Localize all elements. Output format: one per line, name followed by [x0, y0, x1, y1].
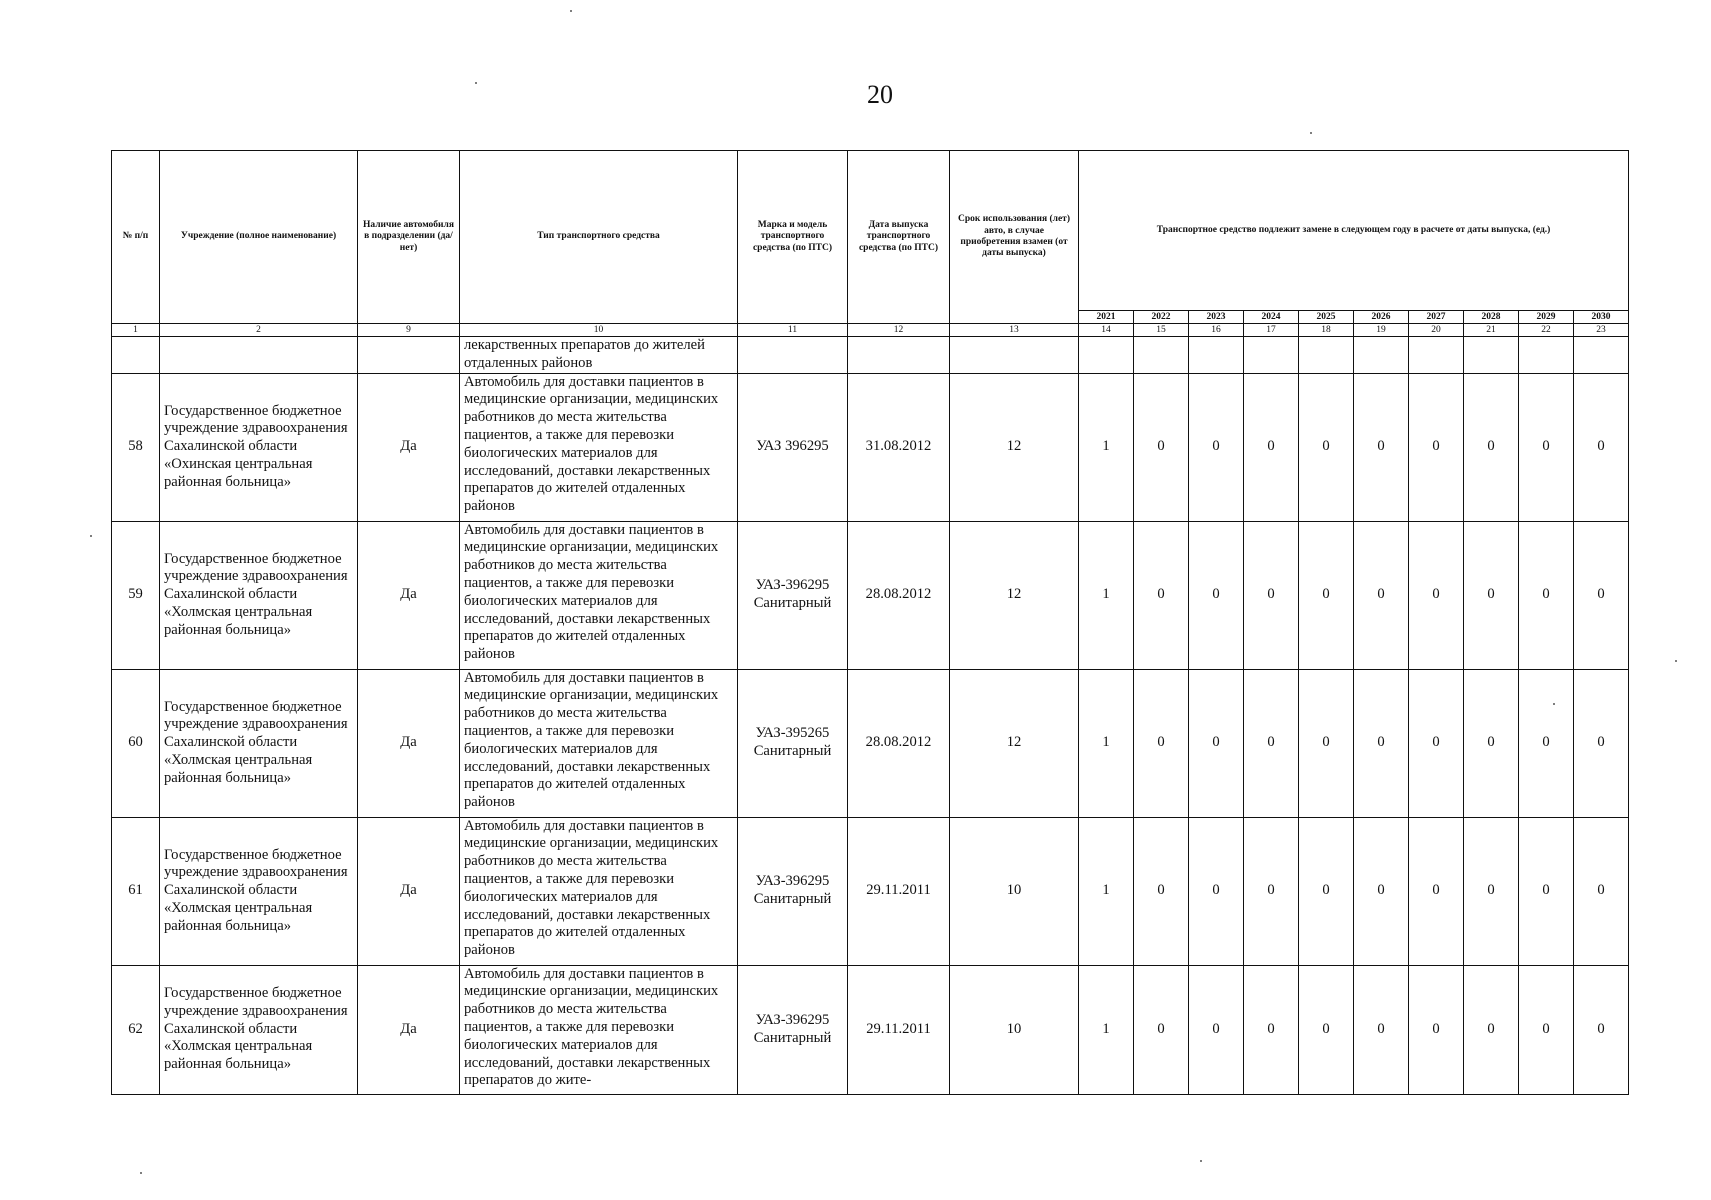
- column-number: 11: [738, 324, 848, 337]
- continuation-empty: [1409, 337, 1464, 374]
- year-header: 2021: [1079, 311, 1134, 324]
- header-type: Тип транспортного средства: [460, 151, 738, 324]
- available-cell: Да: [358, 965, 460, 1094]
- year-value-cell: 0: [1574, 521, 1629, 669]
- column-number: 9: [358, 324, 460, 337]
- row-number: 61: [112, 817, 160, 965]
- continuation-empty: [1244, 337, 1299, 374]
- year-value-cell: 0: [1519, 669, 1574, 817]
- year-value-cell: 0: [1299, 373, 1354, 521]
- year-header: 2029: [1519, 311, 1574, 324]
- brand-cell: УАЗ-395265 Санитарный: [738, 669, 848, 817]
- column-number: 10: [460, 324, 738, 337]
- year-value-cell: 0: [1189, 521, 1244, 669]
- release-date-cell: 28.08.2012: [848, 669, 950, 817]
- continuation-empty: [848, 337, 950, 374]
- available-cell: Да: [358, 373, 460, 521]
- year-value-cell: 0: [1189, 965, 1244, 1094]
- year-value-cell: 0: [1299, 965, 1354, 1094]
- year-value-cell: 0: [1189, 373, 1244, 521]
- year-value-cell: 0: [1519, 521, 1574, 669]
- year-header: 2022: [1134, 311, 1189, 324]
- continuation-empty: [1134, 337, 1189, 374]
- brand-cell: УАЗ-396295 Санитарный: [738, 965, 848, 1094]
- year-value-cell: 0: [1354, 373, 1409, 521]
- year-value-cell: 0: [1409, 817, 1464, 965]
- continuation-empty: [358, 337, 460, 374]
- year-value-cell: 0: [1464, 669, 1519, 817]
- year-value-cell: 0: [1464, 373, 1519, 521]
- available-cell: Да: [358, 669, 460, 817]
- header-date: Дата выпуска транспортного средства (по ПТС): [848, 151, 950, 324]
- year-header: 2024: [1244, 311, 1299, 324]
- year-value-cell: 0: [1574, 373, 1629, 521]
- year-value-cell: 0: [1574, 817, 1629, 965]
- vehicle-type-cell: Автомобиль для доставки пациентов в медицинские организации, медицинских работников до места жительства пациентов, а также для перевозки биологических материалов для исследований, доставки лекарственных препаратов до жите-: [460, 965, 738, 1094]
- header-institution: Учреждение (полное наименование): [160, 151, 358, 324]
- column-number: 14: [1079, 324, 1134, 337]
- year-header: 2027: [1409, 311, 1464, 324]
- year-value-cell: 0: [1299, 521, 1354, 669]
- column-number: 13: [950, 324, 1079, 337]
- available-cell: Да: [358, 817, 460, 965]
- continuation-empty: [1519, 337, 1574, 374]
- year-value-cell: 0: [1244, 521, 1299, 669]
- year-value-cell: 0: [1299, 817, 1354, 965]
- column-number: 15: [1134, 324, 1189, 337]
- year-value-cell: 0: [1519, 817, 1574, 965]
- year-value-cell: 0: [1464, 521, 1519, 669]
- brand-cell: УАЗ-396295 Санитарный: [738, 521, 848, 669]
- year-value-cell: 0: [1409, 965, 1464, 1094]
- year-value-cell: 0: [1134, 817, 1189, 965]
- year-value-cell: 1: [1079, 521, 1134, 669]
- year-value-cell: 0: [1244, 965, 1299, 1094]
- brand-cell: УАЗ-396295 Санитарный: [738, 817, 848, 965]
- column-number: 19: [1354, 324, 1409, 337]
- column-number: 1: [112, 324, 160, 337]
- year-value-cell: 1: [1079, 373, 1134, 521]
- year-value-cell: 0: [1464, 817, 1519, 965]
- column-number: 23: [1574, 324, 1629, 337]
- table-row: [112, 669, 1629, 817]
- release-date-cell: 29.11.2011: [848, 817, 950, 965]
- brand-cell: УАЗ 396295: [738, 373, 848, 521]
- continuation-empty: [1354, 337, 1409, 374]
- term-cell: 12: [950, 373, 1079, 521]
- term-cell: 12: [950, 669, 1079, 817]
- institution-cell: Государственное бюджетное учреждение здравоохранения Сахалинской области «Охинская центральная районная больница»: [160, 373, 358, 521]
- year-header: 2023: [1189, 311, 1244, 324]
- year-header: 2030: [1574, 311, 1629, 324]
- year-value-cell: 0: [1354, 669, 1409, 817]
- column-number: 2: [160, 324, 358, 337]
- vehicle-type-cell: Автомобиль для доставки пациентов в медицинские организации, медицинских работников до места жительства пациентов, а также для перевозки биологических материалов для исследований, доставки лекарственных препаратов до жителей отдаленных районов: [460, 669, 738, 817]
- year-value-cell: 0: [1134, 373, 1189, 521]
- header-replace: Транспортное средство подлежит замене в следующем году в расчете от даты выпуска, (ед.): [1079, 151, 1629, 311]
- continuation-empty: [1299, 337, 1354, 374]
- term-cell: 10: [950, 817, 1079, 965]
- column-number-row: [112, 324, 1629, 337]
- row-number: 60: [112, 669, 160, 817]
- year-value-cell: 0: [1354, 965, 1409, 1094]
- year-header: 2025: [1299, 311, 1354, 324]
- year-value-cell: 0: [1464, 965, 1519, 1094]
- table-row: [112, 817, 1629, 965]
- year-value-cell: 0: [1244, 373, 1299, 521]
- continuation-empty: [1464, 337, 1519, 374]
- continuation-empty: [1574, 337, 1629, 374]
- release-date-cell: 31.08.2012: [848, 373, 950, 521]
- row-number: 62: [112, 965, 160, 1094]
- column-number: 20: [1409, 324, 1464, 337]
- continuation-empty: [950, 337, 1079, 374]
- year-value-cell: 0: [1354, 817, 1409, 965]
- year-value-cell: 0: [1134, 521, 1189, 669]
- year-value-cell: 0: [1409, 669, 1464, 817]
- continuation-text: лекарственных препаратов до жителей отдаленных районов: [460, 337, 738, 374]
- release-date-cell: 28.08.2012: [848, 521, 950, 669]
- header-brand: Марка и модель транспортного средства (по ПТС): [738, 151, 848, 324]
- year-header: 2028: [1464, 311, 1519, 324]
- continuation-empty: [112, 337, 160, 374]
- term-cell: 12: [950, 521, 1079, 669]
- year-value-cell: 0: [1189, 817, 1244, 965]
- year-value-cell: 0: [1574, 669, 1629, 817]
- year-value-cell: 1: [1079, 965, 1134, 1094]
- year-value-cell: 0: [1409, 373, 1464, 521]
- header-term: Срок использования (лет) авто, в случае приобретения взамен (от даты выпуска): [950, 151, 1079, 324]
- year-value-cell: 0: [1299, 669, 1354, 817]
- page-number: 20: [867, 80, 893, 109]
- year-value-cell: 0: [1134, 965, 1189, 1094]
- year-value-cell: 0: [1244, 669, 1299, 817]
- year-value-cell: 0: [1574, 965, 1629, 1094]
- table-row: [112, 965, 1629, 1094]
- vehicle-type-cell: Автомобиль для доставки пациентов в медицинские организации, медицинских работников до места жительства пациентов, а также для перевозки биологических материалов для исследований, доставки лекарственных препаратов до жителей отдаленных районов: [460, 373, 738, 521]
- year-value-cell: 0: [1519, 965, 1574, 1094]
- table-row: [112, 521, 1629, 669]
- term-cell: 10: [950, 965, 1079, 1094]
- year-value-cell: 0: [1134, 669, 1189, 817]
- institution-cell: Государственное бюджетное учреждение здравоохранения Сахалинской области «Холмская центральная районная больница»: [160, 669, 358, 817]
- continuation-empty: [1079, 337, 1134, 374]
- institution-cell: Государственное бюджетное учреждение здравоохранения Сахалинской области «Холмская центральная районная больница»: [160, 521, 358, 669]
- vehicle-type-cell: Автомобиль для доставки пациентов в медицинские организации, медицинских работников до места жительства пациентов, а также для перевозки биологических материалов для исследований, доставки лекарственных препаратов до жителей отдаленных районов: [460, 521, 738, 669]
- column-number: 22: [1519, 324, 1574, 337]
- continuation-empty: [1189, 337, 1244, 374]
- continuation-empty: [738, 337, 848, 374]
- year-value-cell: 0: [1519, 373, 1574, 521]
- release-date-cell: 29.11.2011: [848, 965, 950, 1094]
- year-value-cell: 1: [1079, 817, 1134, 965]
- vehicle-type-cell: Автомобиль для доставки пациентов в медицинские организации, медицинских работников до места жительства пациентов, а также для перевозки биологических материалов для исследований, доставки лекарственных препаратов до жителей отдаленных районов: [460, 817, 738, 965]
- row-number: 58: [112, 373, 160, 521]
- year-value-cell: 0: [1189, 669, 1244, 817]
- row-number: 59: [112, 521, 160, 669]
- institution-cell: Государственное бюджетное учреждение здравоохранения Сахалинской области «Холмская центральная районная больница»: [160, 965, 358, 1094]
- column-number: 21: [1464, 324, 1519, 337]
- institution-cell: Государственное бюджетное учреждение здравоохранения Сахалинской области «Холмская центральная районная больница»: [160, 817, 358, 965]
- available-cell: Да: [358, 521, 460, 669]
- continuation-empty: [160, 337, 358, 374]
- year-header: 2026: [1354, 311, 1409, 324]
- continuation-row: [112, 337, 1629, 374]
- header-num: № п/п: [112, 151, 160, 324]
- table-row: [112, 373, 1629, 521]
- header-available: Наличие автомобиля в подразделении (да/нет): [358, 151, 460, 324]
- vehicle-replacement-table: [111, 150, 1629, 1095]
- column-number: 18: [1299, 324, 1354, 337]
- year-value-cell: 0: [1409, 521, 1464, 669]
- year-value-cell: 0: [1244, 817, 1299, 965]
- column-number: 17: [1244, 324, 1299, 337]
- column-number: 16: [1189, 324, 1244, 337]
- year-value-cell: 1: [1079, 669, 1134, 817]
- year-value-cell: 0: [1354, 521, 1409, 669]
- column-number: 12: [848, 324, 950, 337]
